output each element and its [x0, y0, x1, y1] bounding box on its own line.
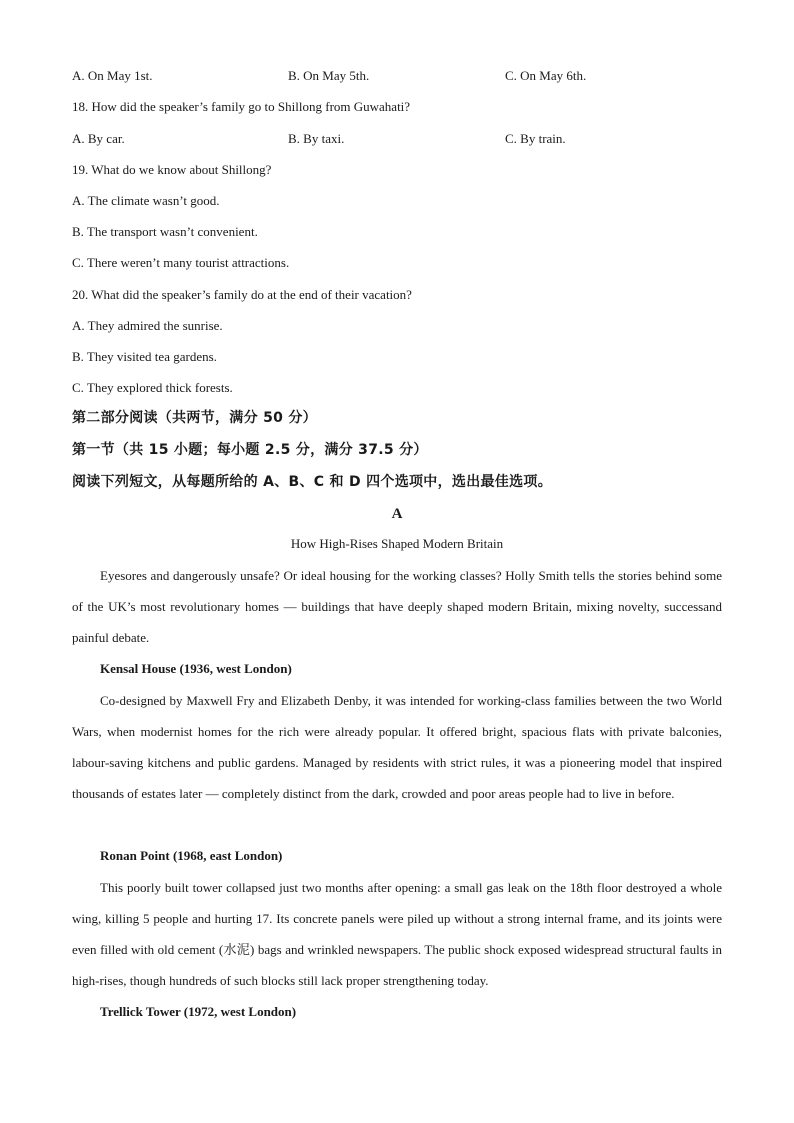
q18-options: [72, 130, 732, 148]
q20-option-a: A. They admired the sunrise.: [72, 318, 223, 333]
q19-option-b: B. The transport wasn’t convenient.: [72, 224, 258, 239]
q17-option-c: C. On May 6th.: [505, 68, 587, 83]
section-title: 第一节（共 15 小题；每小题 2.5 分，满分 37.5 分）: [72, 442, 428, 458]
passage-title: How High-Rises Shaped Modern Britain: [290, 536, 504, 551]
kensal-paragraph: Co-designed by Maxwell Fry and Elizabeth Denby, it was intended for working-class families between the two World Wars, when modernist homes for the rich were already popular. It offered bright, spacious flats with private balconies, labour-saving kitchens and public gardens. Managed by residents with strict rules, it was a pioneering model that inspired thousands of estates later — completely distinct from the dark, crowded and poor areas people had to live in before.: [72, 693, 722, 801]
q18-option-a: A. By car.: [72, 131, 125, 146]
q18-option-b: B. By taxi.: [288, 131, 345, 146]
part-title: 第二部分阅读（共两节，满分 50 分）: [72, 410, 317, 426]
kensal-heading: Kensal House (1936, west London): [100, 661, 292, 676]
q17-option-a: A. On May 1st.: [72, 68, 153, 83]
intro-paragraph: Eyesores and dangerously unsafe? Or ideal housing for the working classes? Holly Smith tells the stories behind some of the UK’s most revolutionary homes — buildings that have deeply shaped modern Britain, mixing novelty, successand painful debate.: [72, 568, 722, 645]
q20-option-b: B. They visited tea gardens.: [72, 349, 217, 364]
passage-letter: A: [391, 506, 403, 522]
ronan-heading: Ronan Point (1968, east London): [100, 848, 283, 863]
q17-option-b: B. On May 5th.: [288, 68, 370, 83]
q19-question: 19. What do we know about Shillong?: [72, 162, 272, 177]
q19-option-c: C. There weren’t many tourist attractions.: [72, 255, 290, 270]
kensal-section: [72, 685, 722, 809]
q20-question: 20. What did the speaker’s family do at the end of their vacation?: [72, 287, 412, 302]
reading-instruction: 阅读下列短文，从每题所给的 A、B、C 和 D 四个选项中，选出最佳选项。: [72, 474, 552, 490]
ronan-paragraph: This poorly built tower collapsed just two months after opening: a small gas leak on the 18th floor destroyed a whole wing, killing 5 people and hurting 17. Its concrete panels were piled up without a strong internal frame, and its joints were even filled with old cement (水泥) bags and wrinkled newspapers. The public shock exposed widespread structural faults in high-rises, though hundreds of such blocks still lack proper strengthening today.: [72, 880, 722, 988]
trellick-heading: Trellick Tower (1972, west London): [100, 1004, 297, 1019]
q18-option-c: C. By train.: [505, 131, 566, 146]
q17-options: [72, 67, 732, 85]
passage-intro: [72, 560, 722, 653]
ronan-section: [72, 872, 722, 996]
q19-option-a: A. The climate wasn’t good.: [72, 193, 220, 208]
q18-question: 18. How did the speaker’s family go to Shillong from Guwahati?: [72, 99, 411, 114]
q20-option-c: C. They explored thick forests.: [72, 380, 233, 395]
